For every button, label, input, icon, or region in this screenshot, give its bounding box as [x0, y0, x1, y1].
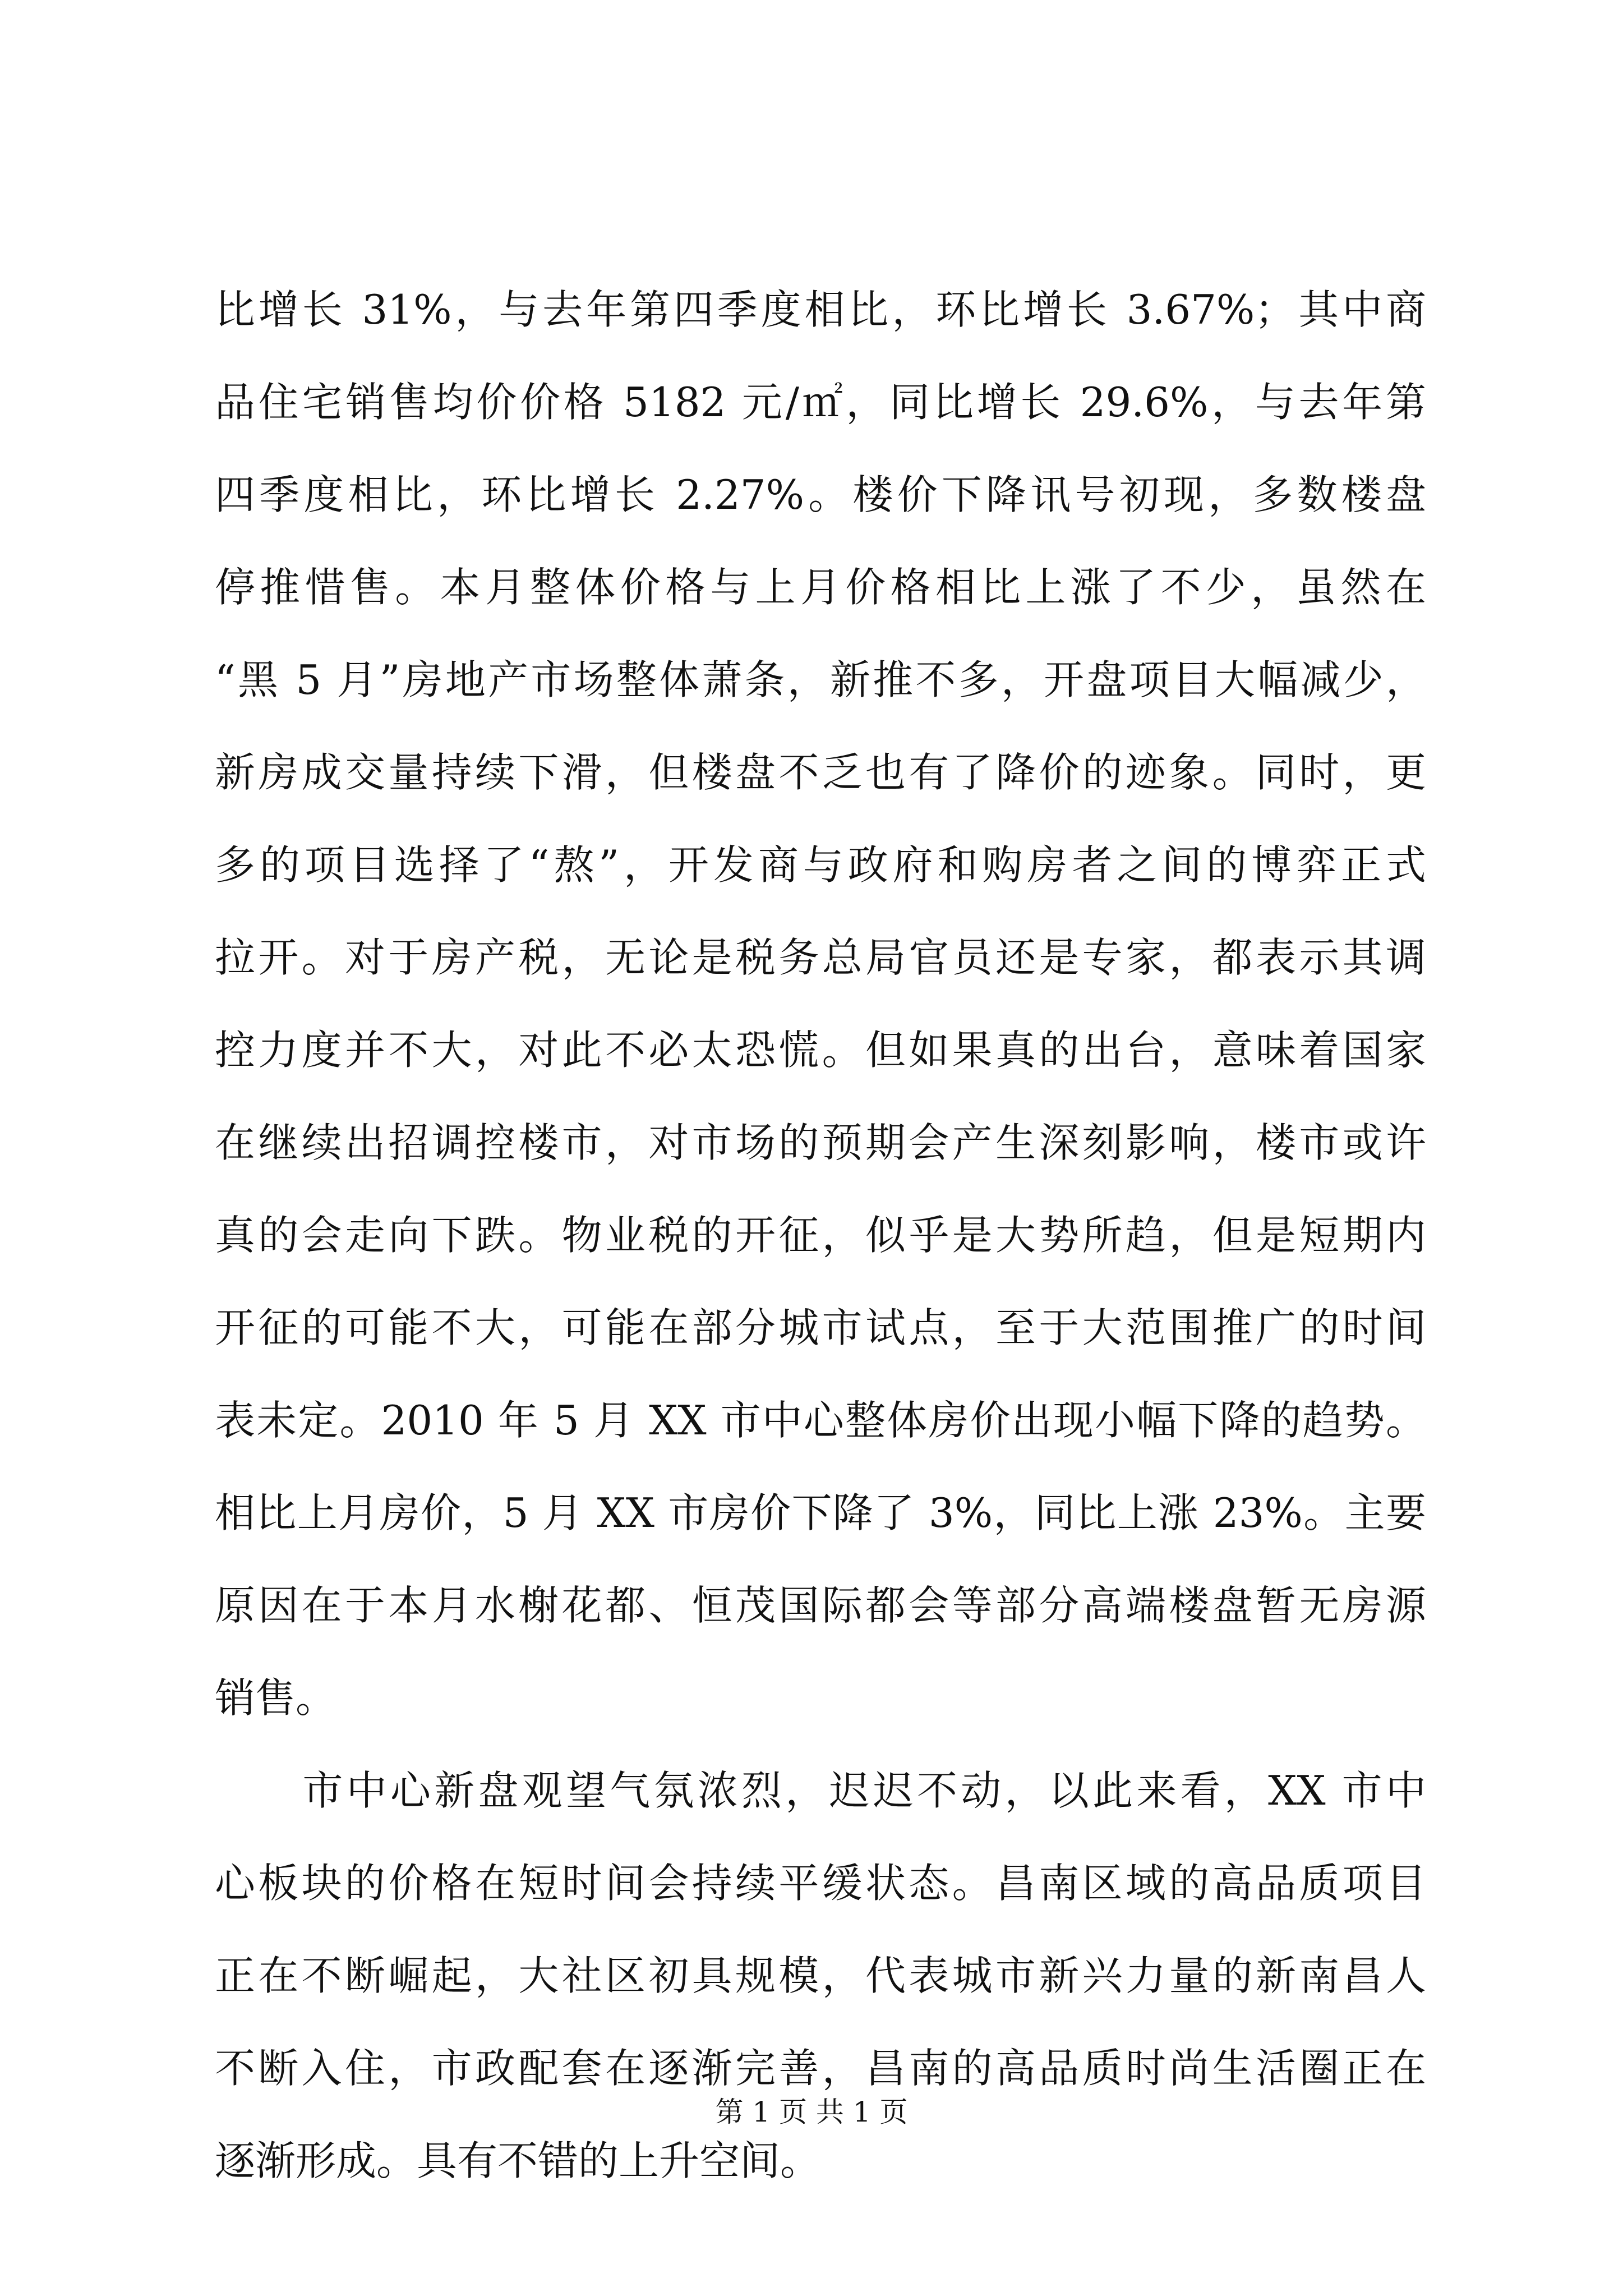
text-line: 心板块的价格在短时间会持续平缓状态。昌南区域的高品质项目 [215, 1860, 1426, 1907]
text-line: 在继续出招调控楼市，对市场的预期会产生深刻影响，楼市或许 [215, 1119, 1426, 1166]
paragraph-1 [215, 264, 1426, 1745]
text-line: 销售。 [215, 1674, 336, 1722]
text-line: 开征的可能不大，可能在部分城市试点，至于大范围推广的时间 [215, 1304, 1426, 1351]
text-line: 比增长 31%，与去年第四季度相比，环比增长 3.67%；其中商 [215, 286, 1426, 333]
page-footer [0, 2090, 1623, 2130]
text-line: “黑 5 月”房地产市场整体萧条，新推不多，开盘项目大幅减少， [215, 656, 1426, 703]
text-line: 表未定。2010 年 5 月 XX 市中心整体房价出现小幅下降的趋势。 [215, 1397, 1426, 1444]
text-line: 多的项目选择了“熬”，开发商与政府和购房者之间的博弈正式 [215, 841, 1426, 889]
text-line: 停推惜售。本月整体价格与上月价格相比上涨了不少，虽然在 [215, 564, 1426, 611]
paragraph-2 [215, 1745, 1426, 2207]
text-line: 相比上月房价，5 月 XX 市房价下降了 3%，同比上涨 23%。主要 [215, 1489, 1426, 1536]
text-line: 新房成交量持续下滑，但楼盘不乏也有了降价的迹象。同时，更 [215, 749, 1426, 796]
text-line: 控力度并不大，对此不必太恐慌。但如果真的出台，意味着国家 [215, 1027, 1426, 1074]
document-body [215, 264, 1426, 2207]
page-number-label: 第 1 页 共 1 页 [715, 2096, 908, 2128]
text-line: 市中心新盘观望气氛浓烈，迟迟不动，以此来看，XX 市中 [215, 1767, 1426, 1814]
text-line: 真的会走向下跌。物业税的开征，似乎是大势所趋，但是短期内 [215, 1212, 1426, 1259]
text-line: 不断入住，市政配套在逐渐完善，昌南的高品质时尚生活圈正在 [215, 2045, 1426, 2092]
text-line: 原因在于本月水榭花都、恒茂国际都会等部分高端楼盘暂无房源 [215, 1582, 1426, 1629]
text-line: 正在不断崛起，大社区初具规模，代表城市新兴力量的新南昌人 [215, 1952, 1426, 1999]
text-line: 拉开。对于房产税，无论是税务总局官员还是专家，都表示其调 [215, 934, 1426, 981]
text-line: 四季度相比，环比增长 2.27%。楼价下降讯号初现，多数楼盘 [215, 471, 1426, 518]
text-line: 品住宅销售均价价格 5182 元/㎡，同比增长 29.6%，与去年第 [215, 379, 1426, 426]
text-line: 逐渐形成。具有不错的上升空间。 [215, 2137, 821, 2184]
